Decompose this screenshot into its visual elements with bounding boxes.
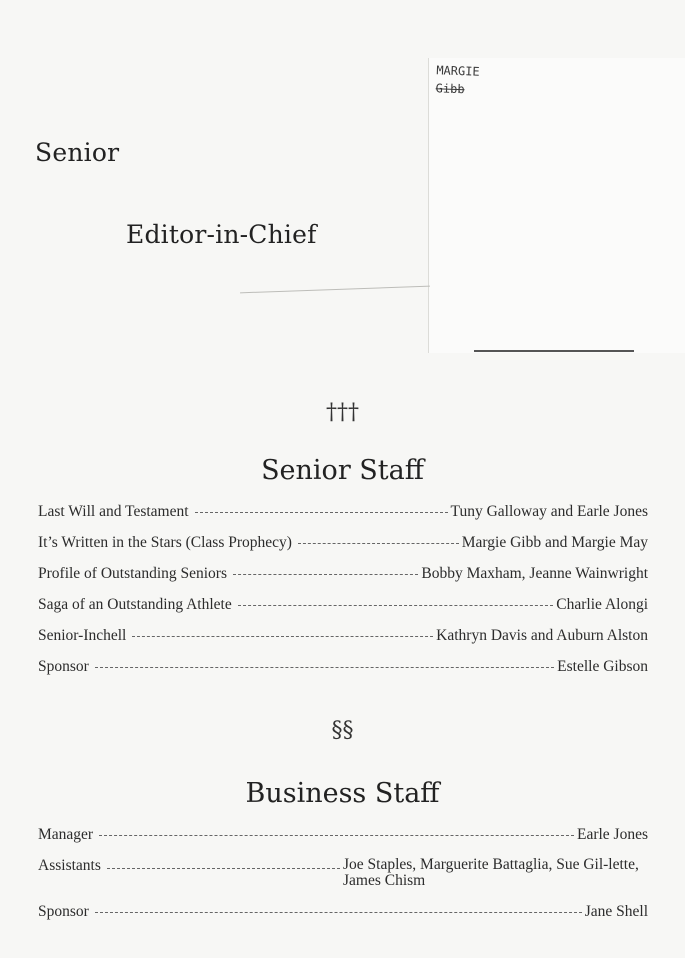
leader-dots	[132, 636, 433, 637]
business-staff-list	[38, 826, 648, 934]
ornament-sections: §§	[331, 718, 354, 743]
row-name: Tuny Galloway and Earle Jones	[450, 503, 648, 520]
leader-dots	[298, 543, 459, 544]
row-name: Earle Jones	[576, 826, 648, 843]
row-label: Sponsor	[38, 658, 89, 675]
row-label: Profile of Outstanding Seniors	[38, 565, 227, 582]
row-name: Charlie Alongi	[556, 596, 648, 613]
row-name: Jane Shell	[584, 903, 648, 920]
pasted-paper-overlay	[428, 58, 685, 353]
staff-row	[38, 503, 648, 534]
signature-rule	[474, 350, 634, 352]
leader-dots	[238, 605, 554, 606]
staff-row	[38, 903, 648, 934]
heading-editor-in-chief: Editor-in-Chief	[126, 220, 317, 249]
leader-dots	[95, 667, 554, 668]
handwritten-last-name: Gibb	[435, 81, 465, 97]
row-label: Saga of an Outstanding Athlete	[38, 596, 232, 613]
staff-row	[38, 826, 648, 857]
row-label: Manager	[38, 826, 94, 843]
row-name: Kathryn Davis and Auburn Alston	[436, 627, 648, 644]
row-label: Assistants	[38, 857, 101, 874]
heading-senior: Senior	[35, 138, 120, 167]
leader-dots	[195, 512, 448, 513]
handwritten-first-name: MARGIE	[436, 63, 480, 79]
row-name: Joe Staples, Marguerite Battaglia, Sue Gil-lette, James Chism	[343, 856, 639, 889]
staff-row	[38, 627, 648, 658]
row-name: Margie Gibb and Margie May	[461, 534, 648, 551]
leader-dots	[107, 868, 340, 869]
row-name: Bobby Maxham, Jeanne Wainwright	[421, 565, 648, 582]
senior-staff-title: Senior Staff	[261, 455, 424, 486]
ornament-daggers: †††	[326, 400, 359, 425]
senior-staff-list	[38, 503, 648, 689]
row-label: Last Will and Testament	[38, 503, 189, 520]
business-staff-title: Business Staff	[245, 778, 440, 809]
staff-row	[38, 596, 648, 627]
handwritten-note	[435, 61, 480, 98]
staff-row	[38, 857, 648, 889]
faint-rule	[240, 286, 430, 294]
staff-row	[38, 534, 648, 565]
leader-dots	[95, 912, 582, 913]
row-label: It’s Written in the Stars (Class Prophecy)	[38, 534, 292, 551]
staff-row	[38, 658, 648, 689]
leader-dots	[233, 574, 418, 575]
row-label: Senior-Inchell	[38, 627, 127, 644]
staff-row	[38, 565, 648, 596]
leader-dots	[99, 835, 574, 836]
row-name: Estelle Gibson	[557, 658, 648, 675]
row-label: Sponsor	[38, 903, 89, 920]
